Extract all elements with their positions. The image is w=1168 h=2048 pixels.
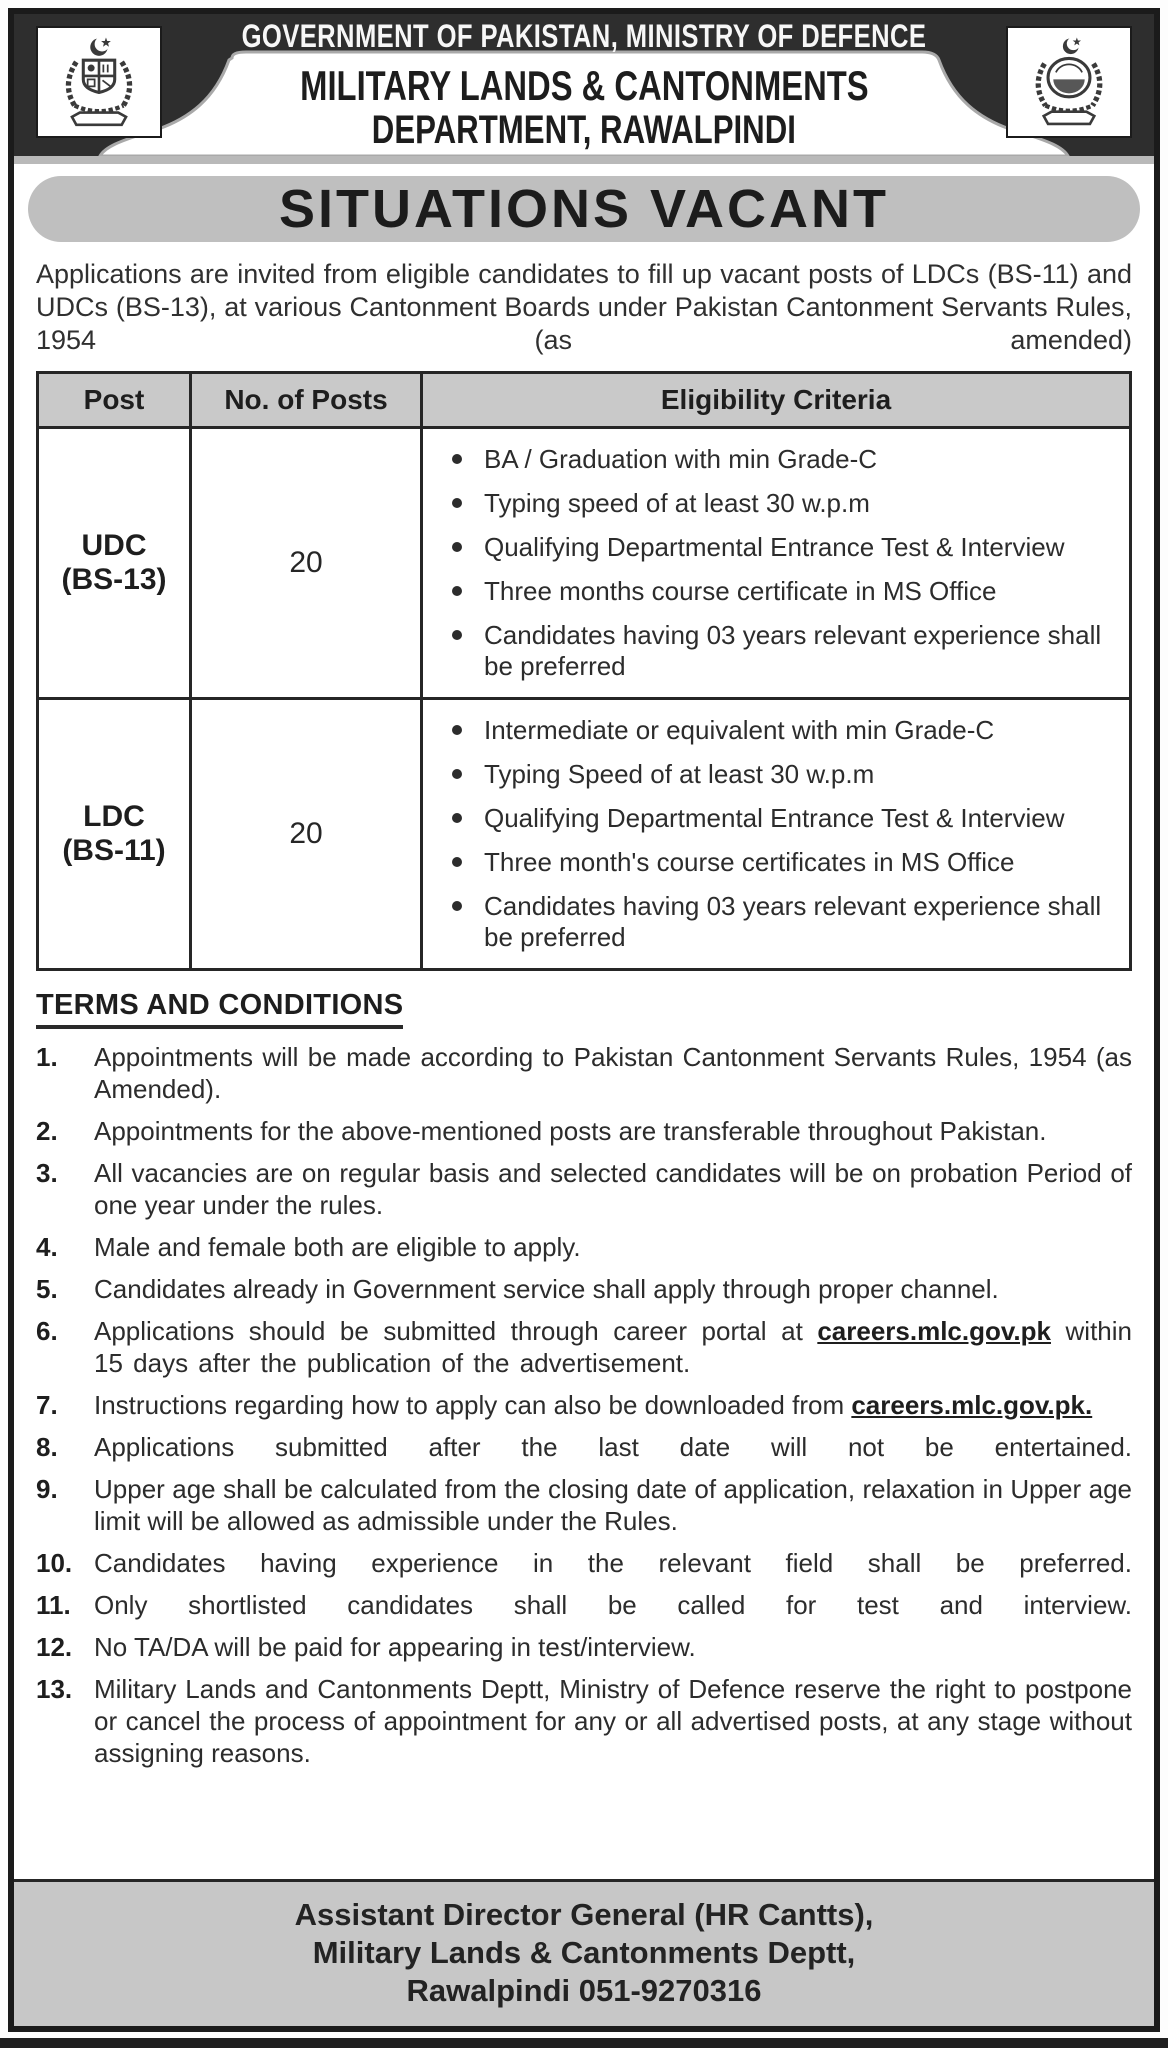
post-count-udc: 20: [191, 428, 422, 699]
term-number: 2.: [36, 1116, 58, 1146]
term-text: [94, 1231, 1132, 1263]
vacancies-table: [36, 371, 1132, 971]
terms-heading: TERMS AND CONDITIONS: [36, 989, 403, 1029]
criteria-list-ldc: [424, 701, 1128, 967]
term-text: [94, 1115, 1132, 1147]
term-item: [36, 1631, 1132, 1663]
term-text: [94, 1431, 1132, 1463]
term-text-segment: Applications submitted after the last date will not be entertained.: [94, 1432, 1132, 1462]
criteria-item: Three month's course certificates in MS Office: [428, 847, 1118, 878]
column-header-no-of-posts: No. of Posts: [191, 373, 422, 428]
term-number: 8.: [36, 1432, 58, 1462]
column-header-eligibility-criteria: Eligibility Criteria: [422, 373, 1131, 428]
term-text: [94, 1315, 1132, 1379]
term-text-segment: Appointments for the above-mentioned posts are transferable throughout Pakistan.: [94, 1116, 1047, 1146]
criteria-item: Candidates having 03 years relevant experience shall be preferred: [428, 891, 1118, 953]
column-header-post: Post: [38, 373, 191, 428]
term-item: [36, 1041, 1132, 1105]
criteria-item: Intermediate or equivalent with min Grade-C: [428, 715, 1118, 746]
term-text: [94, 1157, 1132, 1221]
term-item: [36, 1157, 1132, 1221]
table-row-udc: [38, 428, 1131, 699]
criteria-item: Candidates having 03 years relevant experience shall be preferred: [428, 620, 1118, 682]
government-line: [14, 18, 1154, 55]
term-text-segment: Candidates already in Government service shall apply through proper channel.: [94, 1274, 999, 1304]
term-number: 3.: [36, 1158, 58, 1188]
term-text-segment: Applications should be submitted through career portal at: [94, 1316, 818, 1346]
term-text-segment: Male and female both are eligible to apply.: [94, 1232, 581, 1262]
term-text-segment: All vacancies are on regular basis and selected candidates will be on probation Period of one year under the rules.: [94, 1158, 1132, 1220]
department-name-line1: MILITARY LANDS & CANTONMENTS: [299, 62, 869, 109]
term-number: 1.: [36, 1042, 58, 1072]
term-text-segment: No TA/DA will be paid for appearing in test/interview.: [94, 1632, 696, 1662]
situations-vacant-banner: [28, 176, 1140, 242]
term-item: [36, 1547, 1132, 1579]
term-number: 6.: [36, 1316, 58, 1346]
career-portal-url: careers.mlc.gov.pk: [817, 1316, 1051, 1346]
term-text: [94, 1547, 1132, 1579]
term-item: [36, 1273, 1132, 1305]
term-text-segment: Only shortlisted candidates shall be called for test and interview.: [94, 1590, 1132, 1620]
term-number: 9.: [36, 1474, 58, 1504]
term-text-segment: Upper age shall be calculated from the closing date of application, relaxation in Upper age limit will be allowed as admissible under the Rules.: [94, 1474, 1132, 1536]
pakistan-emblem-icon: [51, 34, 147, 130]
department-name-line2: DEPARTMENT, RAWALPINDI: [371, 108, 797, 152]
criteria-item: Typing speed of at least 30 w.p.m: [428, 488, 1118, 519]
term-number: 13.: [36, 1674, 73, 1704]
term-item: [36, 1673, 1132, 1769]
table-row-ldc: [38, 699, 1131, 970]
page-bottom-rule: [0, 2038, 1168, 2048]
terms-list: [36, 1041, 1132, 1769]
term-item: [36, 1473, 1132, 1537]
post-name-ldc: LDC (BS-11): [38, 699, 191, 970]
situations-vacant-title: SITUATIONS VACANT: [279, 179, 889, 239]
term-number: 5.: [36, 1274, 58, 1304]
term-item: [36, 1231, 1132, 1263]
criteria-item: BA / Graduation with min Grade-C: [428, 444, 1118, 475]
term-number: 11.: [36, 1590, 71, 1620]
signature-line-department: Military Lands & Cantonments Deptt,: [312, 1935, 856, 1970]
term-number: 12.: [36, 1632, 73, 1662]
mlc-emblem-logo: [1006, 26, 1132, 138]
term-text: [94, 1273, 1132, 1305]
criteria-item: Qualifying Departmental Entrance Test & Interview: [428, 532, 1118, 563]
term-item: [36, 1315, 1132, 1379]
term-item: [36, 1389, 1132, 1421]
criteria-item: Typing Speed of at least 30 w.p.m: [428, 759, 1118, 790]
term-text: [94, 1673, 1132, 1769]
term-item: [36, 1431, 1132, 1463]
term-text-segment: within 15 days after the publication of the advertisement.: [94, 1316, 1132, 1378]
criteria-list-udc: [424, 430, 1128, 696]
career-portal-url: careers.mlc.gov.pk.: [851, 1390, 1093, 1420]
criteria-item: Three months course certificate in MS Office: [428, 576, 1118, 607]
ad-frame: [8, 8, 1160, 2032]
term-text-segment: Instructions regarding how to apply can also be downloaded from: [94, 1390, 852, 1420]
masthead: [14, 14, 1154, 156]
term-text: [94, 1631, 1132, 1663]
term-number: 7.: [36, 1390, 58, 1420]
term-number: 4.: [36, 1232, 58, 1262]
post-name-udc: UDC (BS-13): [38, 428, 191, 699]
term-text-segment: Candidates having experience in the relevant field shall be preferred.: [94, 1548, 1132, 1578]
signature-block: [14, 1879, 1154, 2026]
table-header-row: [38, 373, 1131, 428]
term-text: [94, 1473, 1132, 1537]
criteria-item: Qualifying Departmental Entrance Test & Interview: [428, 803, 1118, 834]
term-item: [36, 1589, 1132, 1621]
signature-line-contact: Rawalpindi 051-9270316: [406, 1973, 762, 2008]
government-line-text: GOVERNMENT OF PAKISTAN, MINISTRY OF DEFENCE: [241, 18, 927, 54]
term-text: [94, 1389, 1132, 1421]
criteria-cell-ldc: [422, 699, 1131, 970]
intro-paragraph: Applications are invited from eligible candidates to fill up vacant posts of LDCs (BS-11) and UDCs (BS-13), at various Cantonment Boards under Pakistan Cantonment Servants Rules, 1954 (as amended): [36, 259, 1132, 355]
signature-line-designation: Assistant Director General (HR Cantts),: [294, 1897, 874, 1932]
term-number: 10.: [36, 1548, 73, 1578]
term-text: [94, 1589, 1132, 1621]
mlc-emblem-icon: [1021, 34, 1117, 130]
pakistan-emblem-logo: [36, 26, 162, 138]
header-divider: [14, 156, 1154, 164]
post-count-ldc: 20: [191, 699, 422, 970]
term-text-segment: Military Lands and Cantonments Deptt, Ministry of Defence reserve the right to postpone or cancel the process of appointment for any or all advertised posts, at any stage without assigning reasons.: [94, 1674, 1132, 1768]
criteria-cell-udc: [422, 428, 1131, 699]
term-text-segment: Appointments will be made according to Pakistan Cantonment Servants Rules, 1954 (as Amended).: [94, 1042, 1132, 1104]
term-item: [36, 1115, 1132, 1147]
term-text: [94, 1041, 1132, 1105]
